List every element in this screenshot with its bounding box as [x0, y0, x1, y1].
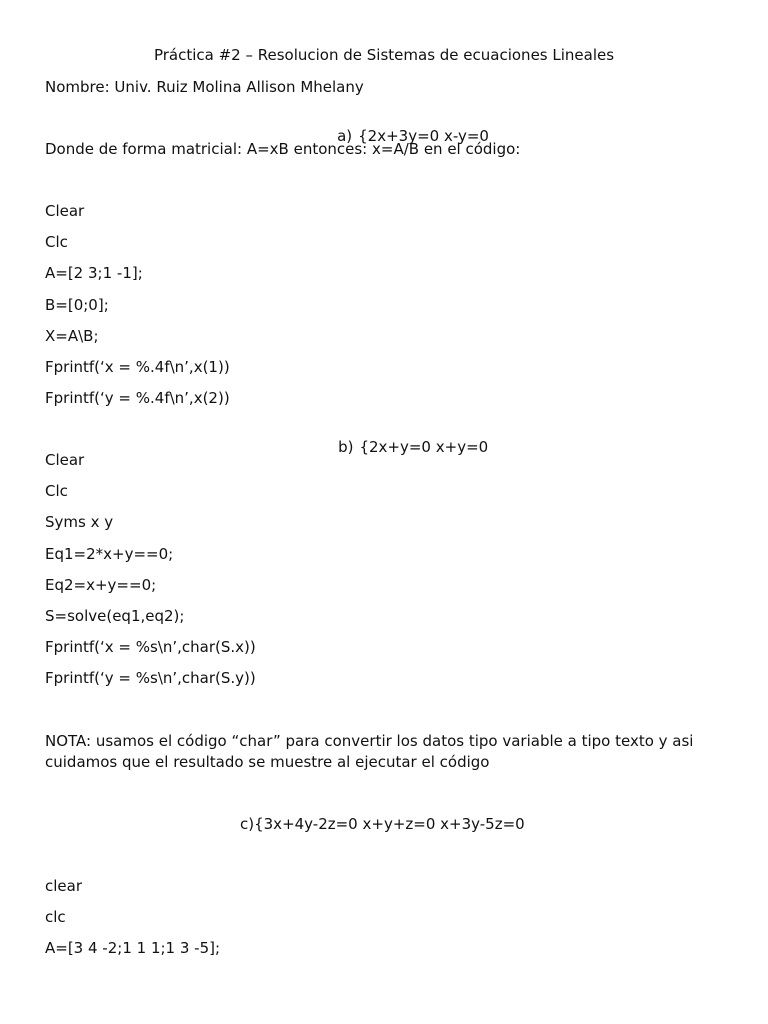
code-a-line: B=[0;0];: [45, 296, 109, 314]
equation-c: c){3x+4y-2z=0 x+y+z=0 x+3y-5z=0: [240, 815, 525, 833]
code-c-line: clc: [45, 908, 66, 926]
code-a-line: Fprintf(‘x = %.4f\n’,x(1)): [45, 358, 230, 376]
note-paragraph: NOTA: usamos el código “char” para convertir los datos tipo variable a tipo texto y asi cuidamos que el resultado se muestre al ejecutar el código: [45, 732, 694, 771]
code-a-line: Fprintf(‘y = %.4f\n’,x(2)): [45, 389, 230, 407]
student-name: Nombre: Univ. Ruiz Molina Allison Mhelany: [45, 78, 364, 96]
code-c-line: clear: [45, 877, 83, 895]
code-b-line: Clc: [45, 482, 68, 500]
code-a-line: Clear: [45, 202, 85, 220]
code-a-line: X=A\B;: [45, 327, 99, 345]
equation-b-label: b): [338, 438, 354, 456]
code-c-line: A=[3 4 -2;1 1 1;1 3 -5];: [45, 939, 221, 957]
equation-b: [319, 420, 488, 474]
intro-text: Donde de forma matricial: A=xB entonces: x=A/B en el código:: [45, 140, 521, 158]
code-b-line: Eq2=x+y==0;: [45, 576, 157, 594]
equation-a-text: {2x+3y=0 x-y=0: [358, 127, 489, 145]
code-a-line: Clc: [45, 233, 68, 251]
code-b-line: S=solve(eq1,eq2);: [45, 607, 185, 625]
code-b-line: Clear: [45, 451, 85, 469]
code-b-line: Syms x y: [45, 513, 114, 531]
equation-a-label: a): [337, 127, 353, 145]
code-a-line: A=[2 3;1 -1];: [45, 264, 143, 282]
code-b-line: Eq1=2*x+y==0;: [45, 545, 174, 563]
equation-b-text: {2x+y=0 x+y=0: [359, 438, 489, 456]
code-b-line: Fprintf(‘y = %s\n’,char(S.y)): [45, 669, 256, 687]
document-title: Práctica #2 – Resolucion de Sistemas de ecuaciones Lineales: [153, 46, 615, 64]
code-b-line: Fprintf(‘x = %s\n’,char(S.x)): [45, 638, 256, 656]
